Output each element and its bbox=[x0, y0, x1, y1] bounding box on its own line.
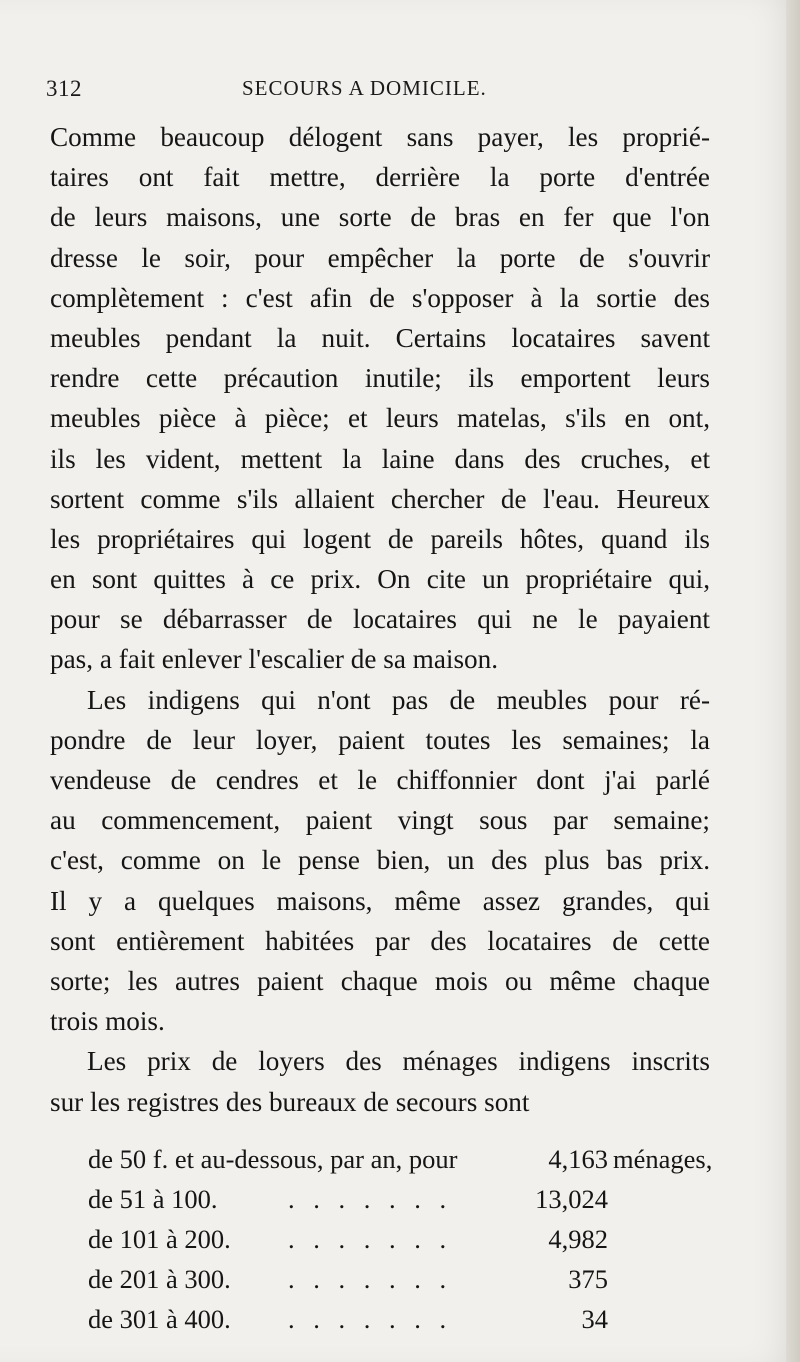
rent-range: de 51 à 100. bbox=[88, 1184, 218, 1214]
text-line: Il y a quelques maisons, même assez grandes, qui bbox=[50, 885, 710, 916]
table-row bbox=[88, 1179, 708, 1219]
table-row bbox=[88, 1139, 713, 1179]
page-number: 312 bbox=[46, 76, 82, 101]
leader-dots: . . . . . . . bbox=[288, 1224, 453, 1254]
rent-table bbox=[88, 1139, 713, 1339]
text-line: au commencement, paient vingt sous par semaine; bbox=[50, 805, 710, 836]
running-title: SECOURS A DOMICILE. bbox=[242, 76, 487, 100]
text-line: en sont quittes à ce prix. On cite un propriétaire qui, bbox=[50, 564, 710, 595]
text-line: vendeuse de cendres et le chiffonnier dont j'ai parlé bbox=[50, 765, 710, 795]
page-edge bbox=[786, 0, 800, 1362]
leader-dots: . . . . . . . bbox=[288, 1264, 453, 1294]
text-line: ils les vident, mettent la laine dans des cruches, et bbox=[50, 443, 710, 474]
text-line: les propriétaires qui logent de pareils hôtes, quand ils bbox=[50, 523, 710, 554]
paragraph bbox=[50, 680, 710, 1042]
text-line: pas, a fait enlever l'escalier de sa maison. bbox=[50, 644, 499, 675]
text-line: trois mois. bbox=[50, 1006, 165, 1037]
text-line: complètement : c'est afin de s'opposer à la sortie des bbox=[50, 282, 710, 313]
household-count: 4,163 bbox=[548, 1144, 608, 1174]
text-line: de leurs maisons, une sorte de bras en fer que l'on bbox=[50, 202, 710, 233]
household-count: 4,982 bbox=[548, 1224, 608, 1254]
paragraph bbox=[50, 1041, 710, 1121]
leader-dots: . . . . . . . bbox=[288, 1184, 453, 1214]
text-line: Comme beaucoup délogent sans payer, les proprié- bbox=[50, 122, 710, 152]
text-line: sorte; les autres paient chaque mois ou même chaque bbox=[50, 965, 710, 996]
table-row bbox=[88, 1219, 708, 1259]
text-line: pondre de leur loyer, paient toutes les semaines; la bbox=[50, 724, 710, 755]
text-line: Les indigens qui n'ont pas de meubles pour ré- bbox=[87, 684, 710, 715]
text-line: sont entièrement habitées par des locataires de cette bbox=[50, 925, 710, 956]
count-unit: ménages, bbox=[613, 1144, 713, 1174]
text-line: rendre cette précaution inutile; ils emportent leurs bbox=[50, 363, 710, 394]
text-line: taires ont fait mettre, derrière la porte d'entrée bbox=[50, 162, 710, 193]
body-text bbox=[50, 117, 710, 1122]
text-line: meubles pièce à pièce; et leurs matelas, s'ils en ont, bbox=[50, 403, 710, 434]
table-row bbox=[88, 1259, 708, 1299]
household-count: 375 bbox=[568, 1264, 608, 1294]
rent-range: de 201 à 300. bbox=[88, 1264, 231, 1294]
paragraph bbox=[50, 117, 710, 680]
rent-range: de 101 à 200. bbox=[88, 1224, 231, 1254]
text-line: sur les registres des bureaux de secours sont bbox=[50, 1086, 530, 1117]
text-line: dresse le soir, pour empêcher la porte de s'ouvrir bbox=[50, 242, 710, 273]
household-count: 13,024 bbox=[535, 1184, 608, 1214]
rent-range: de 50 f. et au-dessous, par an, pour bbox=[88, 1144, 458, 1174]
text-line: pour se débarrasser de locataires qui ne le payaient bbox=[50, 604, 710, 635]
text-line: Les prix de loyers des ménages indigens inscrits bbox=[87, 1046, 710, 1077]
rent-range: de 301 à 400. bbox=[88, 1304, 231, 1334]
leader-dots: . . . . . . . bbox=[288, 1304, 453, 1334]
text-line: c'est, comme on le pense bien, un des plus bas prix. bbox=[50, 845, 710, 876]
text-line: sortent comme s'ils allaient chercher de l'eau. Heureux bbox=[50, 483, 710, 514]
table-row bbox=[88, 1299, 708, 1339]
text-line: meubles pendant la nuit. Certains locataires savent bbox=[50, 322, 710, 353]
household-count: 34 bbox=[581, 1304, 608, 1334]
